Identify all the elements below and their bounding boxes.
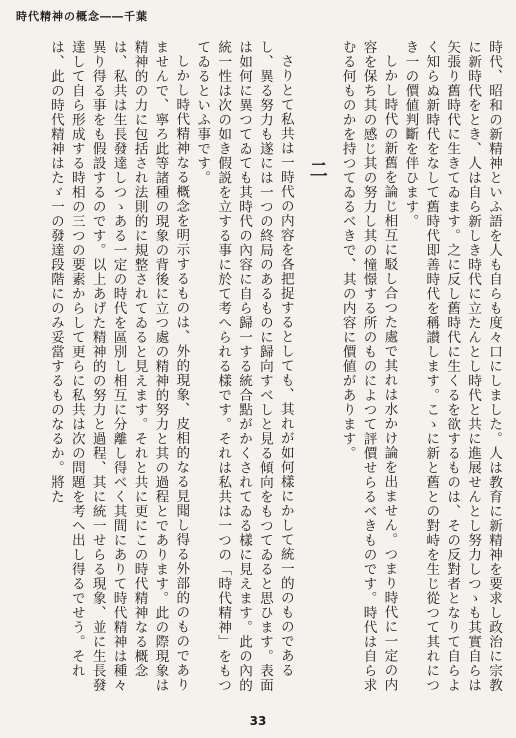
section-number: 二 [306,160,328,179]
paragraph: さりとて私共は一時代の内容を各把捉するとしても、其れが如何樣にかして統一的のものであるし、異る努力も遂には一つの終局のあるものに歸向すべしと見る傾向をもつてゐると思ひます。表面は如何に異つてゐても其時代の內容に自ら歸一する統合點がかくされてゐる樣に見えます。此の內的統一性は次の如き假説を立する事に於て考へられる樣です。それは私共は一つの「時代精神」をもつてゐるといふ事です。 [194,40,294,693]
paragraph: 時代、昭和の新精神といふ語を人も自らも度々口にしました。人は教育に新精神を要求し政治に宗教に新時代をとき、人は自ら新しき時代に立たんとし時代と共に進展せんとし努力しつゝも其實自らは矢張り舊時代に生きてゐます。之に反し舊時代に生くるを欲するものは、その反對者となりて自らよく知らぬ新時代をなして舊時代即善時代を稱讃します。こゝに新と舊との對峙を生じ從つて其れにつき一の價値判斷を伴ひます。 [402,40,502,693]
running-head: 時代精神の概念――千葉 [16,10,148,23]
paragraph: しかし時代の新舊を論じ相互に駁し合つた處で其れは水かけ論を出ません。つまり時代に一定の内容を保ち其の感じ其の努力し其の憧憬する所のものによつて評價せらるべきものです。時代は自ら求むる何ものかを持つてゐるべきで、其の内容に價値があります。 [339,40,398,693]
page-number: 33 [249,714,267,728]
paragraph: しかし時代精神なる概念を明示するものは、外的現象、皮相的なる見聞し得る外部的のものでありませんで、寧ろ此等諸種の現象の背後に立つ處の精神的努力と其の過程とであります。此の際現象は精神的の力に包括され法則的に規整されてゐると見えます。それと共に更にこの時代精神なる概念は、私共は生長發達しつゝある一定の時代を區別し相互に分離し得べく其間にありて時代精神は種々異り得る事をも假設するのです。以上あげた精神的の努力と過程、其に統一せらる現象、並に生長發達して自ら形成する時相の三つの要素からして更らに私共は次の問題を考へ出し得るでせう。それは、此の時代精神はたゞ一の發達段階にのみ妥當するものなるか。將た [47,40,190,693]
body-text [26,40,504,700]
